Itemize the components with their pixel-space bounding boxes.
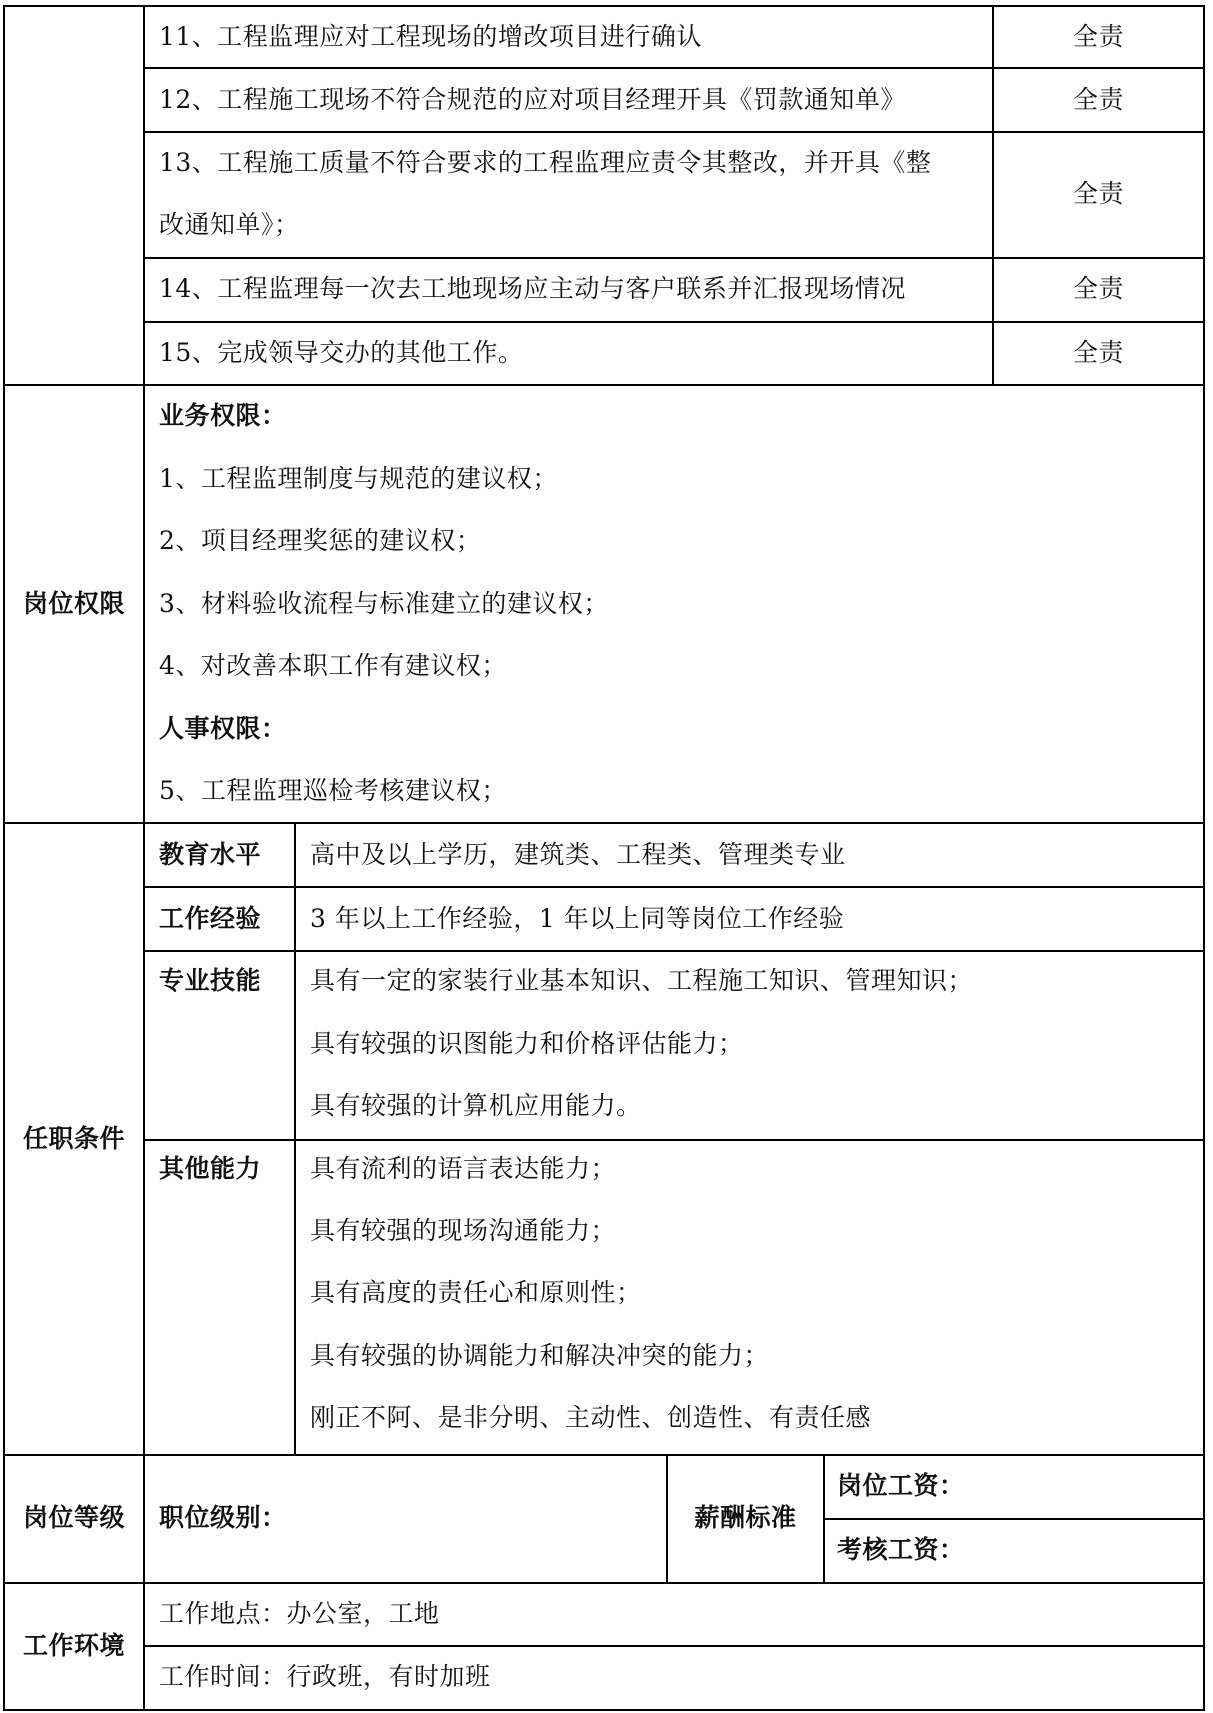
responsibility-level: 全责 — [1072, 274, 1124, 303]
row-divider — [143, 950, 1205, 952]
skill-item: 具有较强的计算机应用能力。 — [310, 1091, 642, 1120]
authority-item: 1、工程监理制度与规范的建议权； — [159, 464, 558, 493]
responsibility-text: 12、工程施工现场不符合规范的应对项目经理开具《罚款通知单》 — [159, 85, 906, 114]
row-divider — [143, 1139, 1205, 1141]
skills-label: 专业技能 — [159, 966, 262, 995]
section-divider — [3, 1582, 1205, 1584]
row-divider — [143, 257, 1205, 259]
responsibility-level: 全责 — [1072, 22, 1124, 51]
authority-item: 4、对改善本职工作有建议权； — [159, 651, 507, 680]
section-divider — [3, 1454, 1205, 1456]
work-location: 工作地点：办公室，工地 — [159, 1599, 440, 1628]
responsibility-level: 全责 — [1072, 179, 1124, 208]
other-ability-item: 刚正不阿、是非分明、主动性、创造性、有责任感 — [310, 1403, 872, 1432]
assessment-salary-label: 考核工资： — [837, 1535, 965, 1564]
section-label-authority: 岗位权限 — [22, 589, 125, 618]
section-divider — [3, 822, 1205, 824]
row-divider — [143, 321, 1205, 323]
responsibility-level: 全责 — [1072, 338, 1124, 367]
responsibility-text-line1: 13、工程施工质量不符合要求的工程监理应责令其整改，并开具《整 — [159, 148, 932, 177]
responsibility-text-line2: 改通知单》； — [159, 210, 300, 239]
skill-item: 具有一定的家装行业基本知识、工程施工知识、管理知识； — [310, 966, 974, 995]
other-ability-item: 具有较强的现场沟通能力； — [310, 1216, 617, 1245]
experience-value: 3 年以上工作经验，1 年以上同等岗位工作经验 — [310, 904, 845, 933]
education-value: 高中及以上学历，建筑类、工程类、管理类专业 — [310, 840, 846, 869]
row-divider — [823, 1518, 1205, 1520]
row-divider — [143, 886, 1205, 888]
personnel-authority-heading: 人事权限： — [159, 714, 287, 743]
authority-item: 5、工程监理巡检考核建议权； — [159, 776, 507, 805]
authority-item: 2、项目经理奖惩的建议权； — [159, 526, 482, 555]
salary-standard-label: 薪酬标准 — [694, 1503, 797, 1532]
table-border-top — [3, 5, 1205, 7]
section-label-grade: 岗位等级 — [22, 1503, 125, 1532]
base-salary-label: 岗位工资： — [837, 1471, 965, 1500]
work-hours: 工作时间：行政班，有时加班 — [159, 1662, 491, 1691]
responsibility-level: 全责 — [1072, 85, 1124, 114]
other-ability-item: 具有较强的协调能力和解决冲突的能力； — [310, 1341, 770, 1370]
job-level-label: 职位级别： — [159, 1503, 287, 1532]
business-authority-heading: 业务权限： — [159, 401, 287, 430]
other-ability-item: 具有高度的责任心和原则性； — [310, 1278, 642, 1307]
section-label-qualifications: 任职条件 — [22, 1124, 125, 1153]
responsibility-text: 14、工程监理每一次去工地现场应主动与客户联系并汇报现场情况 — [159, 274, 906, 303]
authority-item: 3、材料验收流程与标准建立的建议权； — [159, 589, 609, 618]
row-divider — [143, 67, 1205, 69]
other-abilities-label: 其他能力 — [159, 1154, 262, 1183]
education-label: 教育水平 — [159, 840, 262, 869]
section-divider — [3, 384, 1205, 386]
other-ability-item: 具有流利的语言表达能力； — [310, 1154, 617, 1183]
skill-item: 具有较强的识图能力和价格评估能力； — [310, 1029, 744, 1058]
row-divider — [143, 131, 1205, 133]
row-divider — [143, 1645, 1205, 1647]
section-label-environment: 工作环境 — [22, 1631, 125, 1660]
experience-label: 工作经验 — [159, 904, 262, 933]
responsibility-text: 11、工程监理应对工程现场的增改项目进行确认 — [159, 22, 702, 51]
table-border-bottom — [3, 1709, 1205, 1711]
responsibility-text: 15、完成领导交办的其他工作。 — [159, 338, 524, 367]
